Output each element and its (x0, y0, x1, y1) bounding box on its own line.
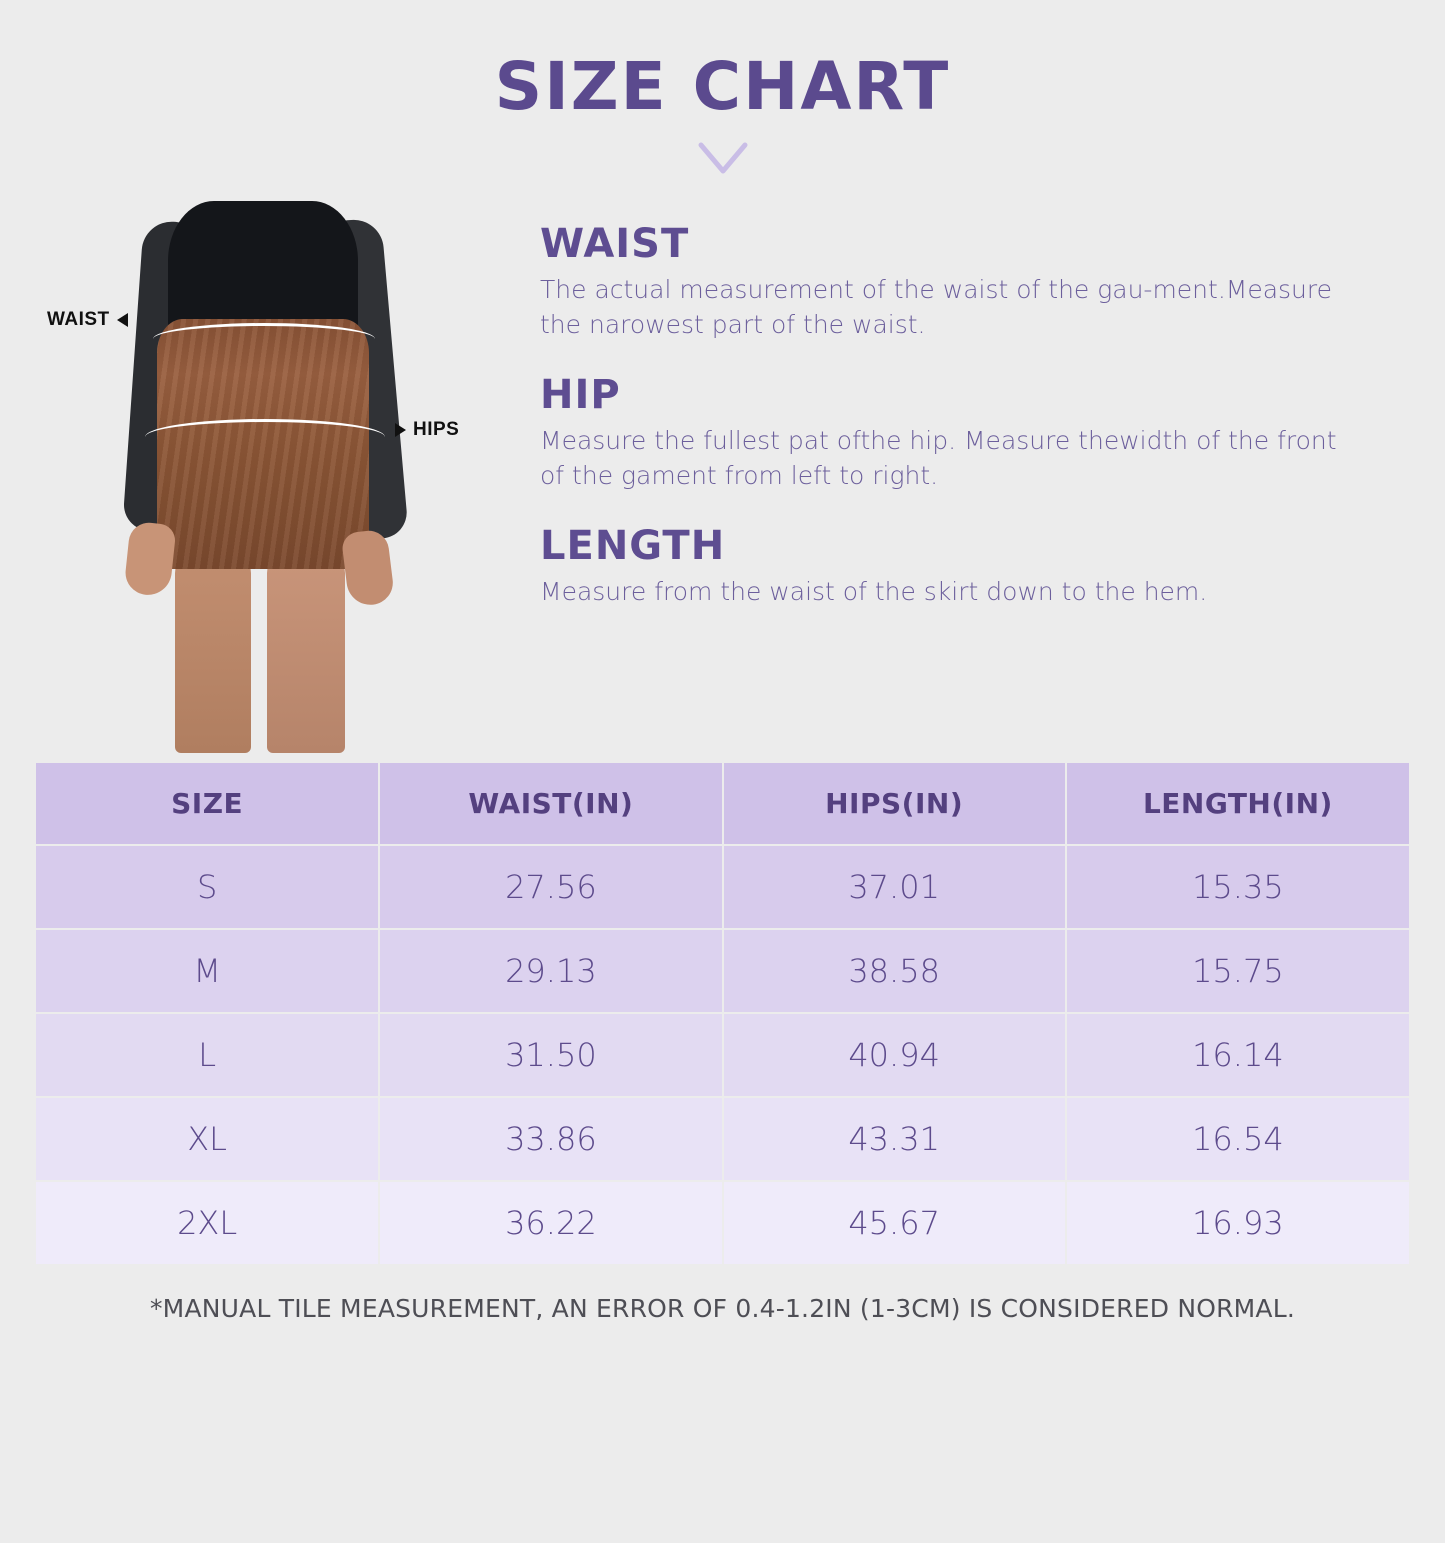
cell-length: 15.75 (1066, 929, 1409, 1013)
model-illustration (105, 201, 425, 751)
definition-hip-body: Measure the fullest pat ofthe hip. Measure thewidth of the front of the gament from left to right. (540, 426, 1337, 490)
cell-length: 16.54 (1066, 1097, 1409, 1181)
cell-waist: 27.56 (379, 845, 722, 929)
cell-hips: 43.31 (723, 1097, 1066, 1181)
measurement-figure (47, 201, 480, 751)
definition-waist-heading: WAIST (540, 221, 690, 268)
cell-length: 16.93 (1066, 1181, 1409, 1264)
cell-hips: 40.94 (723, 1013, 1066, 1097)
column-header-waist: WAIST(IN) (379, 763, 722, 845)
cell-waist: 31.50 (379, 1013, 722, 1097)
size-table-wrapper (0, 757, 1445, 1264)
table-row (36, 929, 1409, 1013)
table-row (36, 1013, 1409, 1097)
model-hand-right (341, 529, 396, 608)
table-row (36, 1097, 1409, 1181)
arrow-left-icon (117, 313, 128, 327)
model-skirt (157, 319, 369, 569)
cell-length: 15.35 (1066, 845, 1409, 929)
waist-callout-label: WAIST (47, 309, 110, 331)
hips-callout (395, 419, 459, 441)
definition-hip (540, 372, 1345, 493)
definitions-list (480, 201, 1405, 640)
definition-waist-body: The actual measurement of the waist of the gau-ment.Measure the narowest part of the waist. (540, 275, 1333, 339)
table-row (36, 845, 1409, 929)
size-table (36, 763, 1409, 1264)
model-leg-left (175, 553, 251, 753)
page-title: SIZE CHART (494, 48, 951, 125)
cell-hips: 38.58 (723, 929, 1066, 1013)
definition-hip-heading: HIP (540, 372, 621, 419)
cell-hips: 37.01 (723, 845, 1066, 929)
cell-hips: 45.67 (723, 1181, 1066, 1264)
measurement-footnote: *MANUAL TILE MEASUREMENT, AN ERROR OF 0.4-1.2IN (1-3CM) IS CONSIDERED NORMAL. (149, 1294, 1296, 1324)
size-table-head (36, 763, 1409, 845)
model-hand-left (123, 521, 176, 597)
definition-length-body: Measure from the waist of the skirt down to the hem. (540, 577, 1208, 607)
cell-size: 2XL (36, 1181, 379, 1264)
cell-waist: 33.86 (379, 1097, 722, 1181)
column-header-hips: HIPS(IN) (723, 763, 1066, 845)
waist-callout (47, 309, 128, 331)
definition-waist (540, 221, 1345, 342)
column-header-length: LENGTH(IN) (1066, 763, 1409, 845)
hips-callout-label: HIPS (413, 419, 460, 441)
cell-size: S (36, 845, 379, 929)
table-header-row (36, 763, 1409, 845)
model-leg-right (267, 553, 345, 753)
cell-waist: 36.22 (379, 1181, 722, 1264)
definition-length-heading: LENGTH (540, 523, 726, 570)
arrow-right-icon (395, 423, 406, 437)
upper-section (0, 201, 1445, 751)
column-header-size: SIZE (36, 763, 379, 845)
cell-size: M (36, 929, 379, 1013)
cell-waist: 29.13 (379, 929, 722, 1013)
cell-length: 16.14 (1066, 1013, 1409, 1097)
chevron-down-icon (0, 139, 1445, 195)
cell-size: XL (36, 1097, 379, 1181)
size-table-body (36, 845, 1409, 1264)
definition-length (540, 523, 1345, 610)
cell-size: L (36, 1013, 379, 1097)
table-row (36, 1181, 1409, 1264)
